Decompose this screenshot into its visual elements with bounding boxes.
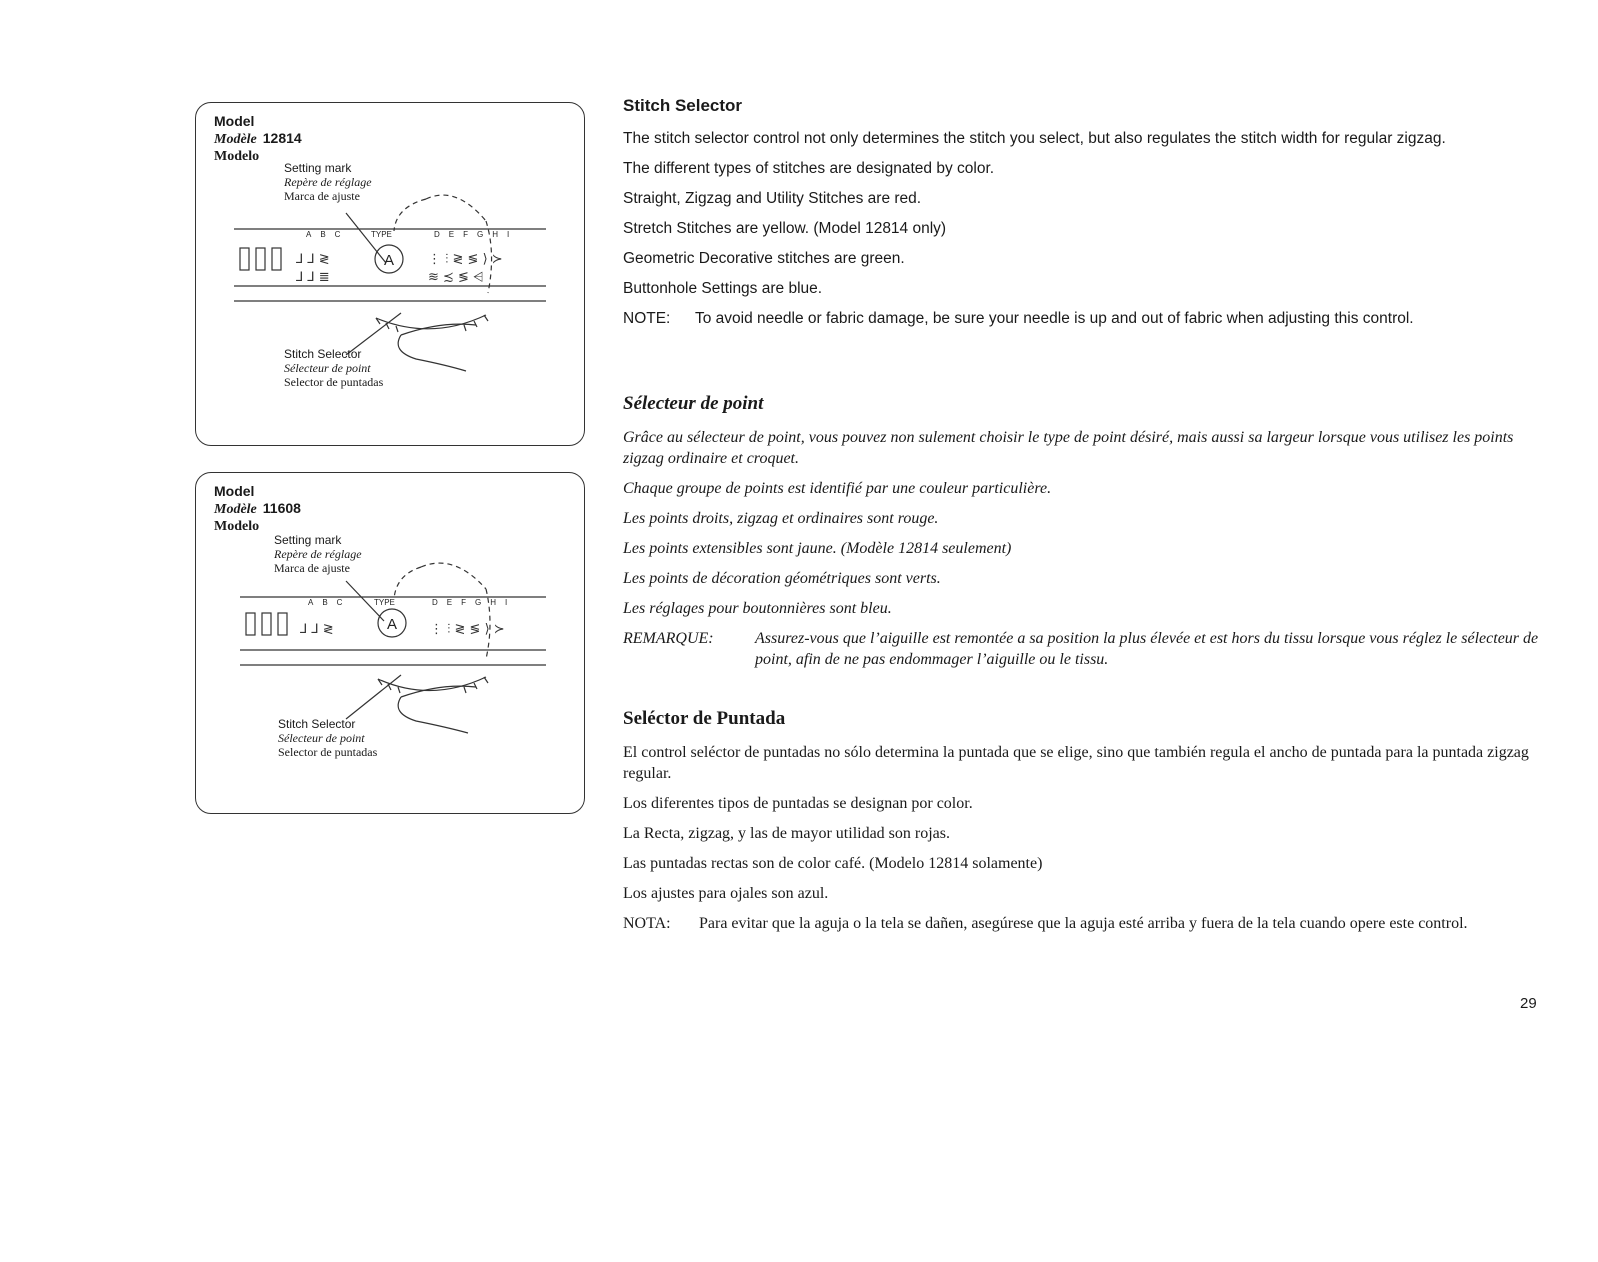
note: [623, 628, 1551, 670]
paragraph: Buttonhole Settings are blue.: [623, 280, 823, 297]
paragraph: Los ajustes para ojales son azul.: [623, 885, 829, 902]
paragraph: La Recta, zigzag, y las de mayor utilidad son rojas.: [623, 825, 951, 842]
stitch-selector-es: Selector de puntadas: [284, 375, 384, 389]
note-key: REMARQUE:: [623, 630, 714, 647]
paragraph: Geometric Decorative stitches are green.: [623, 250, 905, 267]
setting-mark-es: Marca de ajuste: [284, 189, 360, 203]
paragraph: Les réglages pour boutonnières sont bleu.: [623, 600, 892, 617]
note-key: NOTE:: [623, 310, 671, 327]
model-label-en: Model: [214, 483, 255, 499]
section-french: [623, 393, 1551, 679]
note: [623, 308, 1551, 329]
setting-mark-en: Setting mark: [274, 533, 342, 547]
paragraph: Les points de décoration géométriques sont verts.: [623, 570, 941, 587]
svg-text:⅃ ⅃ ≷: ⅃ ⅃ ≷: [296, 252, 330, 267]
note-text: Para evitar que la aguja o la tela se dañen, asegúrese que la aguja esté arriba y fuera de la tela cuando opere este control.: [699, 915, 1468, 932]
section-title: Sélecteur de point: [623, 393, 764, 414]
type-label: TYPE: [374, 598, 395, 607]
note: [623, 913, 1551, 934]
section-english: [623, 96, 1551, 338]
stitch-panel-diagram: [196, 473, 584, 813]
paragraph: El control seléctor de puntadas no sólo determina la puntada que se elige, sino que también regula el ancho de puntada para la puntada zigzag regular.: [623, 744, 1529, 782]
section-title: Stitch Selector: [623, 96, 743, 115]
svg-text:⅃ ⅃ ≣: ⅃ ⅃ ≣: [296, 270, 330, 285]
stitch-selector-label: [278, 717, 377, 759]
paragraph: The different types of stitches are designated by color.: [623, 160, 995, 177]
paragraph: Straight, Zigzag and Utility Stitches are red.: [623, 190, 922, 207]
note-key: NOTA:: [623, 915, 671, 932]
stitch-selector-label: [284, 347, 383, 389]
paragraph: Les points extensibles sont jaune. (Modèle 12814 seulement): [623, 540, 1012, 557]
dial-letter: A: [386, 616, 398, 633]
svg-text:ABC: ABC: [308, 598, 352, 607]
paragraph: Los diferentes tipos de puntadas se designan por color.: [623, 795, 973, 812]
stitch-panel-diagram: [196, 103, 584, 445]
stitch-selector-fr: Sélecteur de point: [284, 361, 371, 375]
figure-model-11608: [195, 472, 585, 814]
svg-text:⅃ ⅃ ≷: ⅃ ⅃ ≷: [300, 622, 334, 637]
model-label-fr: Modèle: [214, 132, 257, 147]
note-text: Assurez-vous que l’aiguille est remontée a sa position la plus élevée et est hors du tissu lorsque vous réglez le sélecteur de point, afin de ne pas endommager l’aiguille ou le tissu.: [755, 630, 1539, 668]
model-label-es: Modelo: [214, 149, 260, 164]
stitch-selector-es: Selector de puntadas: [278, 745, 378, 759]
paragraph: Las puntadas rectas son de color café. (Modelo 12814 solamente): [623, 855, 1043, 872]
paragraph: Chaque groupe de points est identifié par une couleur particulière.: [623, 480, 1052, 497]
paragraph: Grâce au sélecteur de point, vous pouvez non sulement choisir le type de point désiré, mais aussi sa largeur lorsque vous utilisez les points zigzag ordinaire et croquet.: [623, 429, 1514, 467]
stitch-selector-en: Stitch Selector: [278, 717, 356, 731]
note-text: To avoid needle or fabric damage, be sure your needle is up and out of fabric when adjusting this control.: [695, 310, 1414, 327]
model-number: 12814: [262, 130, 302, 146]
figure-model-12814: [195, 102, 585, 446]
section-spanish: [623, 708, 1551, 943]
paragraph: Les points droits, zigzag et ordinaires sont rouge.: [623, 510, 939, 527]
type-label: TYPE: [371, 230, 392, 239]
svg-text:DEFGHI: DEFGHI: [434, 230, 519, 239]
paragraph: The stitch selector control not only determines the stitch you select, but also regulates the stitch width for regular zigzag.: [623, 130, 1446, 147]
setting-mark-en: Setting mark: [284, 161, 352, 175]
dial-letter: A: [383, 252, 395, 269]
model-label-fr: Modèle: [214, 502, 257, 517]
svg-text:≋ ≾ ≶ ⩤: ≋ ≾ ≶ ⩤: [428, 270, 484, 285]
page-number: 29: [1520, 995, 1537, 1012]
setting-mark-fr: Repère de réglage: [284, 175, 372, 189]
svg-text:DEFGHI: DEFGHI: [432, 598, 517, 607]
svg-text:ABC: ABC: [306, 230, 350, 239]
setting-mark-fr: Repère de réglage: [274, 547, 362, 561]
svg-text:⋮ ⫶ ≷ ≶ ⟩ ≻: ⋮ ⫶ ≷ ≶ ⟩ ≻: [430, 622, 505, 637]
svg-text:⋮ ⫶ ≷ ≶ ⟩ ≻: ⋮ ⫶ ≷ ≶ ⟩ ≻: [428, 252, 503, 267]
stitch-selector-fr: Sélecteur de point: [278, 731, 365, 745]
section-title: Seléctor de Puntada: [623, 708, 786, 729]
setting-mark-es: Marca de ajuste: [274, 561, 350, 575]
stitch-selector-en: Stitch Selector: [284, 347, 362, 361]
model-label-en: Model: [214, 113, 255, 129]
model-number: 11608: [262, 500, 301, 516]
model-label-es: Modelo: [214, 519, 260, 534]
paragraph: Stretch Stitches are yellow. (Model 12814 only): [623, 220, 947, 237]
